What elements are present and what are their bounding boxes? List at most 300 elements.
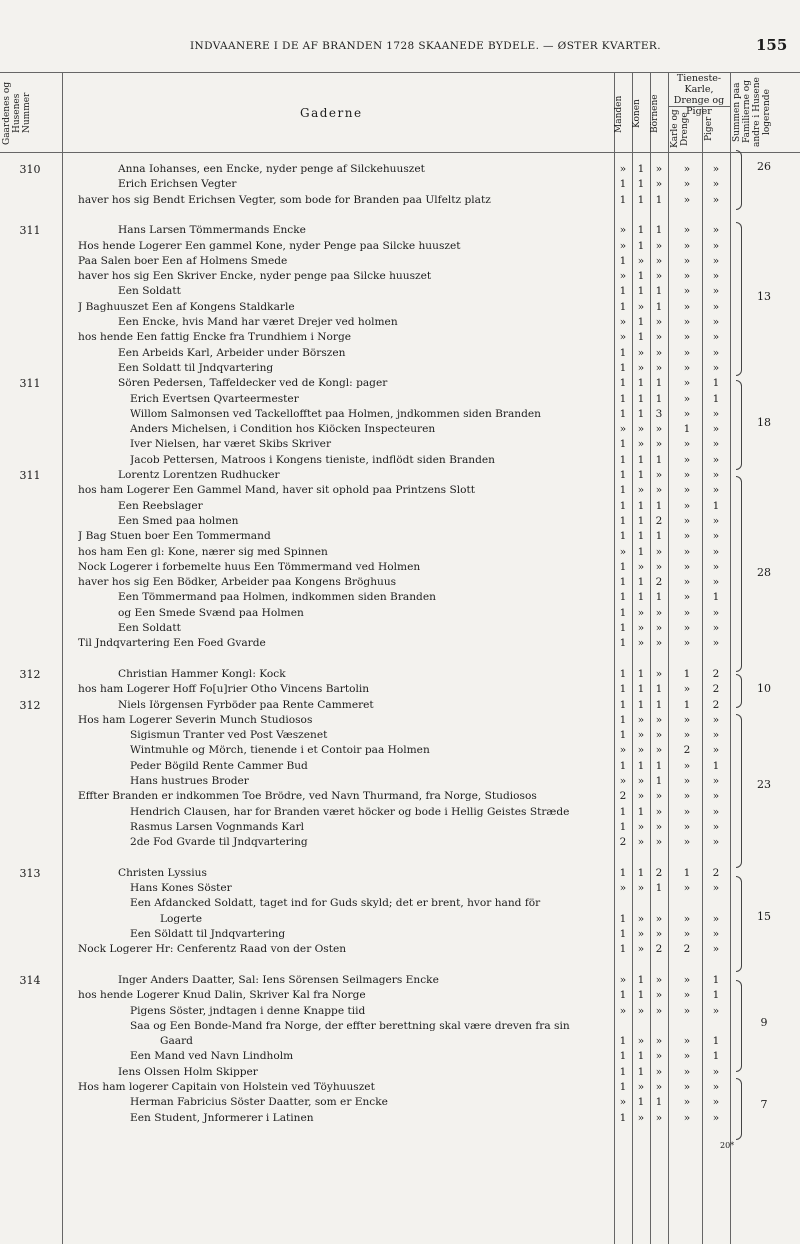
count-cell: 1 xyxy=(619,1035,627,1048)
resident-entry: Iens Olssen Holm Skipper xyxy=(118,1065,258,1078)
table-row xyxy=(0,514,800,529)
count-cell: » xyxy=(683,928,691,940)
count-cell: » xyxy=(712,744,720,757)
count-cell: » xyxy=(712,193,720,206)
count-cell: » xyxy=(619,423,627,436)
table-row xyxy=(0,330,800,345)
count-cell: 1 xyxy=(655,285,663,298)
count-cell: 1 xyxy=(619,499,627,512)
count-cell: 1 xyxy=(619,683,627,696)
table-row xyxy=(0,193,800,208)
count-cell: » xyxy=(655,729,663,742)
running-title: INDVAANERE I DE AF BRANDEN 1728 SKAANEDE BYDELE. — ØSTER KVARTER. xyxy=(190,40,661,52)
count-cell: » xyxy=(637,928,645,940)
table-row xyxy=(0,652,800,667)
table-row xyxy=(0,346,800,361)
count-cell: 2 xyxy=(655,866,663,879)
count-cell: 1 xyxy=(637,591,645,604)
count-cell: » xyxy=(683,729,691,742)
count-cell: » xyxy=(655,560,663,573)
count-cell: 1 xyxy=(712,377,720,390)
household-total: 9 xyxy=(760,1016,768,1029)
count-cell: » xyxy=(683,300,691,313)
table-row xyxy=(0,1049,800,1064)
table-row xyxy=(0,636,800,651)
table-row xyxy=(0,1065,800,1080)
count-cell: » xyxy=(637,484,645,497)
table-row xyxy=(0,284,800,299)
count-cell: » xyxy=(655,178,663,191)
count-cell: » xyxy=(683,438,691,451)
count-cell: » xyxy=(712,775,720,787)
count-cell: » xyxy=(683,224,691,237)
count-cell: » xyxy=(712,943,720,956)
count-cell: » xyxy=(637,1111,645,1124)
household-brace xyxy=(736,1078,742,1140)
table-row xyxy=(0,239,800,254)
resident-entry: Hans Larsen Tömmermands Encke xyxy=(118,224,306,237)
count-cell: » xyxy=(683,316,691,328)
resident-entry: Herman Fabricius Söster Daatter, som er Encke xyxy=(130,1096,388,1109)
count-cell: 1 xyxy=(655,775,663,787)
count-cell: » xyxy=(619,316,627,328)
table-row xyxy=(0,698,800,713)
table-row xyxy=(0,682,800,697)
resident-entry: Rasmus Larsen Vognmands Karl xyxy=(130,820,305,833)
table-row xyxy=(0,392,800,407)
count-cell: 1 xyxy=(655,698,663,711)
count-cell: » xyxy=(655,820,663,833)
count-cell: 1 xyxy=(637,973,645,986)
count-cell: » xyxy=(619,331,627,344)
count-cell: » xyxy=(655,622,663,634)
count-cell: » xyxy=(655,790,663,803)
count-cell: » xyxy=(655,928,663,940)
count-cell: » xyxy=(637,622,645,634)
count-cell: » xyxy=(655,836,663,849)
household-brace xyxy=(736,714,742,868)
count-cell: » xyxy=(619,224,627,237)
count-cell: » xyxy=(712,270,720,283)
table-row xyxy=(0,376,800,391)
count-cell: » xyxy=(655,239,663,252)
count-cell: » xyxy=(683,912,691,925)
count-cell: 1 xyxy=(619,254,627,267)
resident-entry: hos hende Een fattig Encke fra Trundhiem i Norge xyxy=(78,331,352,344)
resident-entry: Een Söldatt til Jndqvartering xyxy=(130,928,286,940)
resident-entry: hos hende Logerer Knud Dalin, Skriver Kal fra Norge xyxy=(78,989,366,1002)
table-row xyxy=(0,1034,800,1049)
resident-entry: Sigismun Tranter ved Post Væszenet xyxy=(130,729,328,742)
table-row xyxy=(0,958,800,973)
count-cell: » xyxy=(683,545,691,558)
count-cell: » xyxy=(683,1050,691,1063)
count-cell: 1 xyxy=(619,729,627,742)
house-number: 312 xyxy=(19,667,41,681)
resident-entry: Een Afdancked Soldatt, taget ind for Guds skyld; det er brent, hvor hand för xyxy=(130,897,541,910)
count-cell: » xyxy=(683,759,691,772)
resident-entry: Til Jndqvartering Een Foed Gvarde xyxy=(78,637,266,650)
count-cell: 1 xyxy=(619,346,627,359)
count-cell: 1 xyxy=(637,698,645,711)
count-cell: 1 xyxy=(655,683,663,696)
resident-entry: Willom Salmonsen ved Tackellofftet paa Holmen, jndkommen siden Branden xyxy=(130,407,541,420)
table-row xyxy=(0,208,800,223)
count-cell: » xyxy=(683,163,691,175)
table-row xyxy=(0,177,800,192)
count-cell: 1 xyxy=(655,591,663,604)
count-cell: 1 xyxy=(637,377,645,390)
table-row xyxy=(0,315,800,330)
resident-entry: J Bag Stuen boer Een Tommermand xyxy=(78,530,271,543)
count-cell: » xyxy=(683,683,691,696)
table-row xyxy=(0,896,800,911)
count-cell: » xyxy=(712,285,720,298)
count-cell: 2 xyxy=(619,790,627,803)
count-cell: 1 xyxy=(637,805,645,818)
count-cell: 1 xyxy=(683,698,691,711)
table-row xyxy=(0,728,800,743)
count-cell: » xyxy=(655,163,663,175)
house-number: 313 xyxy=(19,866,41,880)
count-cell: 1 xyxy=(655,882,663,895)
count-cell: » xyxy=(683,346,691,359)
count-cell: 1 xyxy=(683,866,691,879)
count-cell: » xyxy=(683,622,691,634)
count-cell: 1 xyxy=(637,239,645,252)
count-cell: » xyxy=(712,346,720,359)
count-cell: » xyxy=(683,1081,691,1093)
resident-entry: Anna Iohanses, een Encke, nyder penge af Silckehuuszet xyxy=(118,163,425,175)
count-cell: » xyxy=(712,805,720,818)
count-cell: » xyxy=(712,1081,720,1093)
count-cell: » xyxy=(637,1004,645,1017)
table-row xyxy=(0,743,800,758)
count-cell: 1 xyxy=(655,499,663,512)
household-total: 15 xyxy=(757,910,771,923)
count-cell: » xyxy=(619,1004,627,1017)
count-cell: » xyxy=(655,438,663,451)
count-cell: 1 xyxy=(637,667,645,680)
count-cell: » xyxy=(683,1004,691,1017)
table-row xyxy=(0,942,800,957)
count-cell: 1 xyxy=(619,453,627,466)
count-cell: » xyxy=(655,713,663,726)
resident-entry: haver hos sig Een Skriver Encke, nyder penge paa Silcke huuszet xyxy=(78,270,432,283)
table-row xyxy=(0,621,800,636)
count-cell: 1 xyxy=(619,1081,627,1093)
household-brace xyxy=(736,380,742,470)
count-cell: » xyxy=(637,912,645,925)
resident-entry: Een Arbeids Karl, Arbeider under Börszen xyxy=(118,346,346,359)
count-cell: » xyxy=(712,820,720,833)
table-row xyxy=(0,1095,800,1110)
number-column-header: Gaardenes og Husenes Nummer xyxy=(2,81,32,145)
count-cell: » xyxy=(683,989,691,1002)
count-cell: 1 xyxy=(619,622,627,634)
street-column-header: Gaderne xyxy=(300,106,363,120)
count-cell: » xyxy=(637,606,645,619)
count-cell: 1 xyxy=(619,637,627,650)
count-cell: » xyxy=(683,820,691,833)
house-number: 312 xyxy=(19,698,41,712)
house-number: 314 xyxy=(19,973,41,987)
table-row xyxy=(0,1004,800,1019)
count-cell: 2 xyxy=(655,576,663,589)
count-cell: 1 xyxy=(655,377,663,390)
page-number: 155 xyxy=(756,36,788,54)
count-cell: » xyxy=(683,361,691,374)
count-cell: » xyxy=(655,1081,663,1093)
table-row xyxy=(0,1019,800,1034)
count-cell: 1 xyxy=(712,989,720,1002)
count-cell: » xyxy=(683,270,691,283)
resident-entry: Christian Hammer Kongl: Kock xyxy=(118,667,286,680)
count-cell: » xyxy=(655,744,663,757)
count-cell: » xyxy=(655,254,663,267)
resident-entry: Wintmuhle og Mörch, tienende i et Contoir paa Holmen xyxy=(130,744,430,757)
count-cell: » xyxy=(637,790,645,803)
count-cell: 1 xyxy=(637,316,645,328)
count-cell: » xyxy=(683,254,691,267)
count-cell: » xyxy=(619,1096,627,1109)
house-number: 311 xyxy=(19,469,41,482)
count-cell: 1 xyxy=(637,499,645,512)
count-cell: » xyxy=(655,469,663,481)
resident-entry: Anders Michelsen, i Condition hos Kiöcken Inspecteuren xyxy=(130,423,436,436)
count-cell: 2 xyxy=(683,744,691,757)
count-cell: » xyxy=(712,453,720,466)
count-cell: 1 xyxy=(655,1096,663,1109)
count-cell: » xyxy=(712,300,720,313)
count-cell: » xyxy=(712,882,720,895)
count-cell: » xyxy=(712,545,720,558)
count-cell: » xyxy=(683,377,691,390)
count-cell: 1 xyxy=(637,392,645,405)
count-cell: 1 xyxy=(619,820,627,833)
count-cell: » xyxy=(655,1050,663,1063)
count-cell: » xyxy=(683,805,691,818)
household-brace xyxy=(736,222,742,376)
resident-entry: haver hos sig Een Bödker, Arbeider paa Kongens Bröghuus xyxy=(78,576,397,589)
table-row xyxy=(0,529,800,544)
resident-entry: hos ham Een gl: Kone, nærer sig med Spinnen xyxy=(78,545,328,558)
resident-entry: hos ham Logerer Hoff Fo[u]rier Otho Vincens Bartolin xyxy=(78,683,370,696)
count-cell: 1 xyxy=(619,484,627,497)
count-cell: » xyxy=(637,1081,645,1093)
count-cell: 2 xyxy=(712,866,720,879)
count-cell: » xyxy=(637,637,645,650)
count-cell: » xyxy=(637,361,645,374)
count-cell: 1 xyxy=(712,973,720,986)
table-row xyxy=(0,269,800,284)
count-cell: » xyxy=(683,193,691,206)
count-cell: » xyxy=(683,1065,691,1078)
resident-entry: Een Smed paa holmen xyxy=(118,514,239,527)
table-row xyxy=(0,606,800,621)
count-cell: » xyxy=(637,820,645,833)
table-row xyxy=(0,851,800,866)
count-cell: 1 xyxy=(655,392,663,405)
table-row xyxy=(0,453,800,468)
count-cell: » xyxy=(683,499,691,512)
count-cell: » xyxy=(655,545,663,558)
count-cell: » xyxy=(655,361,663,374)
total-column-header: Summen paa Familierne og andre i Husene logerende xyxy=(732,77,772,147)
house-number: 311 xyxy=(19,377,41,391)
count-cell: 1 xyxy=(655,300,663,313)
household-total: 28 xyxy=(757,566,771,579)
count-cell: » xyxy=(619,775,627,787)
count-cell: » xyxy=(712,622,720,634)
count-cell: » xyxy=(637,943,645,956)
count-cell: » xyxy=(655,912,663,925)
resident-entry: Niels Iörgensen Fyrböder paa Rente Cammeret xyxy=(118,698,374,711)
table-row xyxy=(0,499,800,514)
table-row xyxy=(0,223,800,238)
count-cell: 1 xyxy=(637,178,645,191)
manden-column-header: Manden xyxy=(614,95,624,133)
count-cell: 1 xyxy=(637,514,645,527)
count-cell: 1 xyxy=(619,928,627,940)
table-row xyxy=(0,437,800,452)
table-row xyxy=(0,805,800,820)
resident-entry: Een Soldatt til Jndqvartering xyxy=(118,361,274,374)
count-cell: » xyxy=(683,407,691,420)
count-cell: 1 xyxy=(619,1065,627,1078)
count-cell: 1 xyxy=(619,606,627,619)
count-cell: 1 xyxy=(619,805,627,818)
count-cell: 2 xyxy=(712,698,720,711)
table-row xyxy=(0,667,800,682)
count-cell: 2 xyxy=(655,943,663,956)
count-cell: 1 xyxy=(637,989,645,1002)
count-cell: 1 xyxy=(637,163,645,175)
household-brace xyxy=(736,980,742,1072)
count-cell: » xyxy=(637,346,645,359)
count-cell: » xyxy=(637,713,645,726)
count-cell: » xyxy=(712,560,720,573)
konen-column-header: Konen xyxy=(632,99,642,129)
table-row xyxy=(0,713,800,728)
household-total: 7 xyxy=(760,1098,768,1111)
resident-entry: Pigens Söster, jndtagen i denne Knappe tiid xyxy=(130,1004,366,1017)
count-cell: 1 xyxy=(637,270,645,283)
count-cell: 1 xyxy=(637,545,645,558)
count-cell: » xyxy=(655,637,663,650)
count-cell: » xyxy=(637,560,645,573)
table-row xyxy=(0,254,800,269)
count-cell: » xyxy=(712,1065,720,1078)
count-cell: » xyxy=(683,1096,691,1109)
resident-entry: Hos hende Logerer Een gammel Kone, nyder Penge paa Silcke huuszet xyxy=(78,239,461,252)
count-cell: » xyxy=(712,178,720,191)
resident-entry: Een Mand ved Navn Lindholm xyxy=(130,1050,294,1063)
resident-entry: Logerte xyxy=(160,912,203,925)
count-cell: » xyxy=(712,484,720,497)
count-cell: » xyxy=(683,591,691,604)
count-cell: 3 xyxy=(655,407,663,420)
resident-entry: Nock Logerer Hr: Cenferentz Raad von der Osten xyxy=(78,943,347,956)
count-cell: 1 xyxy=(619,560,627,573)
table-row xyxy=(0,300,800,315)
resident-entry: haver hos sig Bendt Erichsen Vegter, som bode for Branden paa Ulfeltz platz xyxy=(78,193,491,206)
resident-entry: Een Encke, hvis Mand har været Drejer ved holmen xyxy=(118,316,398,328)
table-row xyxy=(0,361,800,376)
resident-entry: Hos ham Logerer Severin Munch Studiosos xyxy=(78,713,313,726)
count-cell: » xyxy=(683,484,691,497)
count-cell: 1 xyxy=(619,361,627,374)
count-cell: » xyxy=(683,775,691,787)
count-cell: » xyxy=(683,1035,691,1048)
table-row xyxy=(0,927,800,942)
count-cell: 1 xyxy=(637,331,645,344)
count-cell: 1 xyxy=(619,759,627,772)
count-cell: 1 xyxy=(712,392,720,405)
count-cell: » xyxy=(683,836,691,849)
resident-entry: Inger Anders Daatter, Sal: Iens Sörensen Seilmagers Encke xyxy=(118,973,439,986)
resident-entry: Christen Lyssius xyxy=(118,866,207,879)
count-cell: » xyxy=(637,775,645,787)
count-cell: 1 xyxy=(637,469,645,481)
count-cell: » xyxy=(712,163,720,175)
count-cell: » xyxy=(712,361,720,374)
count-cell: » xyxy=(712,1111,720,1124)
count-cell: » xyxy=(712,606,720,619)
table-row xyxy=(0,162,800,177)
count-cell: 2 xyxy=(683,943,691,956)
count-cell: 1 xyxy=(619,667,627,680)
count-cell: 1 xyxy=(637,1065,645,1078)
karle-column-header: Karle og Drenge xyxy=(670,109,690,149)
table-row xyxy=(0,422,800,437)
household-total: 23 xyxy=(757,778,771,791)
resident-entry: hos ham Logerer Een Gammel Mand, haver sit ophold paa Printzens Slott xyxy=(78,484,476,497)
count-cell: » xyxy=(655,484,663,497)
count-cell: » xyxy=(619,882,627,895)
count-cell: » xyxy=(619,973,627,986)
table-row xyxy=(0,1111,800,1126)
count-cell: 1 xyxy=(712,499,720,512)
count-cell: » xyxy=(712,1004,720,1017)
count-cell: 1 xyxy=(619,1111,627,1124)
resident-entry: J Baghuuszet Een af Kongens Staldkarle xyxy=(78,300,295,313)
count-cell: » xyxy=(712,514,720,527)
count-cell: 1 xyxy=(619,469,627,481)
servants-column-header: Tieneste-Karle, Drenge og Piger xyxy=(673,73,725,117)
household-brace xyxy=(736,150,742,210)
count-cell: 1 xyxy=(712,1050,720,1063)
count-cell: » xyxy=(683,973,691,986)
table-row xyxy=(0,1080,800,1095)
resident-entry: Gaard xyxy=(160,1035,193,1048)
count-cell: 1 xyxy=(655,224,663,237)
table-row xyxy=(0,881,800,896)
count-cell: 1 xyxy=(637,224,645,237)
count-cell: » xyxy=(683,453,691,466)
bornene-column-header: Börnene xyxy=(650,94,660,134)
resident-entry: Saa og Een Bonde-Mand fra Norge, der effter berettning skal være dreven fra sin xyxy=(130,1019,570,1032)
count-cell: » xyxy=(637,744,645,757)
resident-entry: Sören Pedersen, Taffeldecker ved de Kongl: pager xyxy=(118,377,388,390)
resident-entry: Een Tömmermand paa Holmen, indkommen siden Branden xyxy=(118,591,436,604)
count-cell: » xyxy=(655,973,663,986)
count-cell: 2 xyxy=(655,514,663,527)
count-cell: » xyxy=(712,530,720,543)
header-bottom-rule xyxy=(0,152,800,153)
count-cell: » xyxy=(712,790,720,803)
resident-entry: Een Soldatt xyxy=(118,622,181,634)
